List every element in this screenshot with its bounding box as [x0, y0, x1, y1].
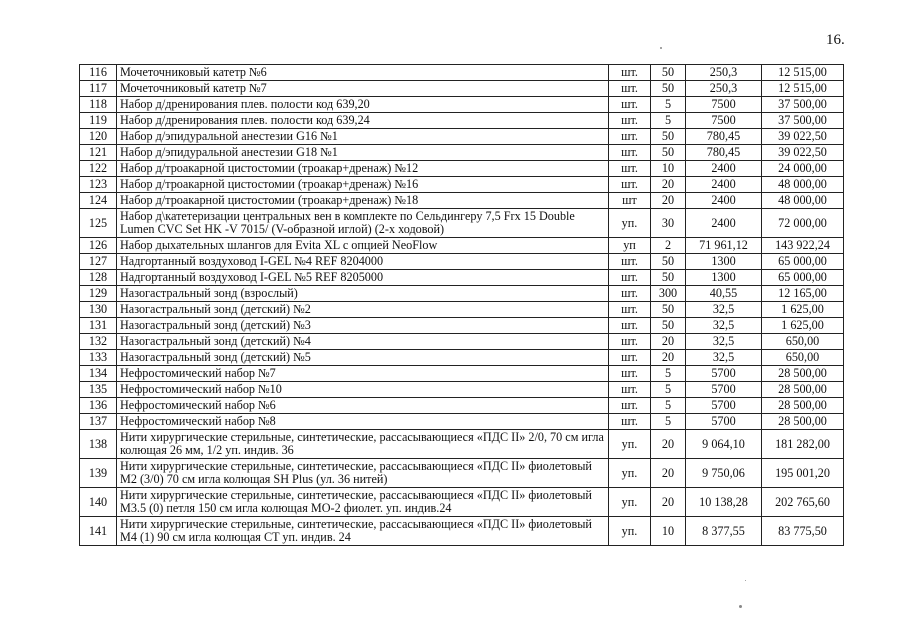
table-row — [80, 193, 844, 209]
quantity-cell: 50 — [651, 318, 686, 334]
table-row — [80, 209, 844, 238]
item-name-cell: Нефростомический набор №10 — [117, 382, 609, 398]
unit-price-cell: 5700 — [686, 414, 762, 430]
row-number-cell: 131 — [80, 318, 117, 334]
item-name-cell: Нити хирургические стерильные, синтетические, рассасывающиеся «ПДС II» фиолетовый M4 (1) 90 см игла колющая CT уп. индив. 24 — [117, 517, 609, 546]
item-name-cell: Нити хирургические стерильные, синтетические, рассасывающиеся «ПДС II» 2/0, 70 см игла колющая 26 мм, 1/2 уп. индив. 36 — [117, 430, 609, 459]
table-row — [80, 97, 844, 113]
table-row — [80, 430, 844, 459]
row-number-cell: 132 — [80, 334, 117, 350]
total-amount-cell: 12 515,00 — [762, 81, 844, 97]
unit-price-cell: 40,55 — [686, 286, 762, 302]
unit-price-cell: 2400 — [686, 209, 762, 238]
unit-price-cell: 2400 — [686, 193, 762, 209]
row-number-cell: 133 — [80, 350, 117, 366]
unit-price-cell: 32,5 — [686, 302, 762, 318]
unit-cell: уп. — [609, 430, 651, 459]
item-name-cell: Набор дыхательных шлангов для Evita XL с опцией NeoFlow — [117, 238, 609, 254]
item-name-cell: Нити хирургические стерильные, синтетические, рассасывающиеся «ПДС II» фиолетовый M2 (3/0) 70 см игла колющая SH Plus (ул. 36 нитей) — [117, 459, 609, 488]
total-amount-cell: 48 000,00 — [762, 177, 844, 193]
unit-cell: уп. — [609, 488, 651, 517]
unit-cell: уп. — [609, 459, 651, 488]
unit-cell: уп. — [609, 517, 651, 546]
row-number-cell: 118 — [80, 97, 117, 113]
quantity-cell: 20 — [651, 177, 686, 193]
unit-cell: шт. — [609, 145, 651, 161]
quantity-cell: 50 — [651, 145, 686, 161]
unit-price-cell: 8 377,55 — [686, 517, 762, 546]
total-amount-cell: 181 282,00 — [762, 430, 844, 459]
quantity-cell: 10 — [651, 517, 686, 546]
row-number-cell: 136 — [80, 398, 117, 414]
total-amount-cell: 12 165,00 — [762, 286, 844, 302]
unit-cell: шт. — [609, 382, 651, 398]
table-row — [80, 113, 844, 129]
total-amount-cell: 48 000,00 — [762, 193, 844, 209]
unit-price-cell: 250,3 — [686, 65, 762, 81]
items-table-body — [80, 65, 844, 546]
item-name-cell: Нефростомический набор №6 — [117, 398, 609, 414]
total-amount-cell: 1 625,00 — [762, 318, 844, 334]
row-number-cell: 123 — [80, 177, 117, 193]
unit-cell: шт. — [609, 398, 651, 414]
total-amount-cell: 37 500,00 — [762, 113, 844, 129]
table-row — [80, 382, 844, 398]
table-row — [80, 65, 844, 81]
row-number-cell: 141 — [80, 517, 117, 546]
unit-cell: шт. — [609, 366, 651, 382]
item-name-cell: Назогастральный зонд (детский) №2 — [117, 302, 609, 318]
total-amount-cell: 28 500,00 — [762, 414, 844, 430]
total-amount-cell: 202 765,60 — [762, 488, 844, 517]
item-name-cell: Набор д/троакарной цистостомии (троакар+дренаж) №12 — [117, 161, 609, 177]
unit-price-cell: 1300 — [686, 254, 762, 270]
unit-cell: шт. — [609, 129, 651, 145]
total-amount-cell: 143 922,24 — [762, 238, 844, 254]
unit-cell: шт. — [609, 113, 651, 129]
row-number-cell: 122 — [80, 161, 117, 177]
quantity-cell: 20 — [651, 488, 686, 517]
unit-price-cell: 10 138,28 — [686, 488, 762, 517]
unit-price-cell: 1300 — [686, 270, 762, 286]
row-number-cell: 128 — [80, 270, 117, 286]
row-number-cell: 139 — [80, 459, 117, 488]
total-amount-cell: 650,00 — [762, 350, 844, 366]
row-number-cell: 119 — [80, 113, 117, 129]
item-name-cell: Назогастральный зонд (детский) №4 — [117, 334, 609, 350]
unit-price-cell: 780,45 — [686, 145, 762, 161]
row-number-cell: 121 — [80, 145, 117, 161]
item-name-cell: Набор д/эпидуральной анестезии G16 №1 — [117, 129, 609, 145]
quantity-cell: 50 — [651, 302, 686, 318]
unit-cell: шт. — [609, 65, 651, 81]
quantity-cell: 20 — [651, 459, 686, 488]
table-row — [80, 366, 844, 382]
item-name-cell: Набор д\катетеризации центральных вен в комплекте по Сельдингеру 7,5 Frx 15 Double Lumen CVC Set HK -V 7015/ (V-образной иглой) (2-х ходовой) — [117, 209, 609, 238]
quantity-cell: 20 — [651, 193, 686, 209]
quantity-cell: 5 — [651, 366, 686, 382]
table-row — [80, 318, 844, 334]
table-row — [80, 414, 844, 430]
total-amount-cell: 39 022,50 — [762, 145, 844, 161]
item-name-cell: Назогастральный зонд (детский) №3 — [117, 318, 609, 334]
quantity-cell: 20 — [651, 334, 686, 350]
unit-price-cell: 250,3 — [686, 81, 762, 97]
quantity-cell: 5 — [651, 97, 686, 113]
unit-cell: шт. — [609, 334, 651, 350]
unit-price-cell: 32,5 — [686, 350, 762, 366]
unit-price-cell: 780,45 — [686, 129, 762, 145]
total-amount-cell: 39 022,50 — [762, 129, 844, 145]
row-number-cell: 126 — [80, 238, 117, 254]
items-table — [79, 64, 844, 546]
unit-price-cell: 5700 — [686, 398, 762, 414]
item-name-cell: Набор д/троакарной цистостомии (троакар+дренаж) №16 — [117, 177, 609, 193]
unit-price-cell: 7500 — [686, 97, 762, 113]
quantity-cell: 5 — [651, 398, 686, 414]
table-row — [80, 254, 844, 270]
item-name-cell: Набор д/эпидуральной анестезии G18 №1 — [117, 145, 609, 161]
item-name-cell: Мочеточниковый катетр №7 — [117, 81, 609, 97]
unit-price-cell: 2400 — [686, 177, 762, 193]
scan-speck — [660, 47, 662, 49]
quantity-cell: 10 — [651, 161, 686, 177]
row-number-cell: 134 — [80, 366, 117, 382]
row-number-cell: 129 — [80, 286, 117, 302]
row-number-cell: 137 — [80, 414, 117, 430]
unit-cell: шт. — [609, 161, 651, 177]
total-amount-cell: 65 000,00 — [762, 254, 844, 270]
unit-cell: уп. — [609, 209, 651, 238]
total-amount-cell: 195 001,20 — [762, 459, 844, 488]
item-name-cell: Набор д/дренирования плев. полости код 639,20 — [117, 97, 609, 113]
quantity-cell: 50 — [651, 81, 686, 97]
table-row — [80, 270, 844, 286]
total-amount-cell: 37 500,00 — [762, 97, 844, 113]
item-name-cell: Набор д/троакарной цистостомии (троакар+дренаж) №18 — [117, 193, 609, 209]
total-amount-cell: 28 500,00 — [762, 366, 844, 382]
table-row — [80, 81, 844, 97]
quantity-cell: 50 — [651, 65, 686, 81]
quantity-cell: 20 — [651, 430, 686, 459]
table-row — [80, 286, 844, 302]
table-row — [80, 302, 844, 318]
row-number-cell: 117 — [80, 81, 117, 97]
total-amount-cell: 72 000,00 — [762, 209, 844, 238]
quantity-cell: 20 — [651, 350, 686, 366]
unit-cell: шт. — [609, 302, 651, 318]
unit-cell: шт. — [609, 97, 651, 113]
item-name-cell: Нити хирургические стерильные, синтетические, рассасывающиеся «ПДС II» фиолетовый M3.5 (0) петля 150 см игла колющая MO-2 фиолет. уп. индив.24 — [117, 488, 609, 517]
quantity-cell: 50 — [651, 254, 686, 270]
table-row — [80, 398, 844, 414]
unit-price-cell: 7500 — [686, 113, 762, 129]
unit-cell: шт. — [609, 270, 651, 286]
unit-cell: шт. — [609, 177, 651, 193]
total-amount-cell: 83 775,50 — [762, 517, 844, 546]
item-name-cell: Нефростомический набор №8 — [117, 414, 609, 430]
unit-cell: шт. — [609, 318, 651, 334]
table-row — [80, 334, 844, 350]
row-number-cell: 127 — [80, 254, 117, 270]
table-row — [80, 161, 844, 177]
row-number-cell: 130 — [80, 302, 117, 318]
unit-price-cell: 2400 — [686, 161, 762, 177]
item-name-cell: Нефростомический набор №7 — [117, 366, 609, 382]
unit-cell: шт. — [609, 414, 651, 430]
row-number-cell: 124 — [80, 193, 117, 209]
unit-cell: шт. — [609, 254, 651, 270]
table-row — [80, 517, 844, 546]
table-row — [80, 350, 844, 366]
total-amount-cell: 28 500,00 — [762, 382, 844, 398]
unit-cell: шт. — [609, 81, 651, 97]
total-amount-cell: 1 625,00 — [762, 302, 844, 318]
quantity-cell: 5 — [651, 113, 686, 129]
unit-price-cell: 32,5 — [686, 334, 762, 350]
total-amount-cell: 650,00 — [762, 334, 844, 350]
total-amount-cell: 24 000,00 — [762, 161, 844, 177]
table-row — [80, 129, 844, 145]
scan-speck — [739, 605, 742, 608]
unit-price-cell: 32,5 — [686, 318, 762, 334]
item-name-cell: Мочеточниковый катетр №6 — [117, 65, 609, 81]
item-name-cell: Надгортанный воздуховод I-GEL №4 REF 8204000 — [117, 254, 609, 270]
unit-price-cell: 9 064,10 — [686, 430, 762, 459]
item-name-cell: Назогастральный зонд (детский) №5 — [117, 350, 609, 366]
item-name-cell: Набор д/дренирования плев. полости код 639,24 — [117, 113, 609, 129]
unit-price-cell: 9 750,06 — [686, 459, 762, 488]
unit-cell: шт — [609, 193, 651, 209]
unit-price-cell: 5700 — [686, 382, 762, 398]
row-number-cell: 125 — [80, 209, 117, 238]
table-row — [80, 459, 844, 488]
quantity-cell: 300 — [651, 286, 686, 302]
quantity-cell: 5 — [651, 382, 686, 398]
unit-cell: уп — [609, 238, 651, 254]
row-number-cell: 135 — [80, 382, 117, 398]
total-amount-cell: 28 500,00 — [762, 398, 844, 414]
quantity-cell: 2 — [651, 238, 686, 254]
unit-cell: шт. — [609, 286, 651, 302]
unit-price-cell: 71 961,12 — [686, 238, 762, 254]
row-number-cell: 138 — [80, 430, 117, 459]
scan-speck — [745, 580, 746, 581]
page-number: 16. — [826, 32, 845, 48]
row-number-cell: 140 — [80, 488, 117, 517]
item-name-cell: Надгортанный воздуховод I-GEL №5 REF 8205000 — [117, 270, 609, 286]
table-row — [80, 177, 844, 193]
table-row — [80, 488, 844, 517]
total-amount-cell: 12 515,00 — [762, 65, 844, 81]
item-name-cell: Назогастральный зонд (взрослый) — [117, 286, 609, 302]
row-number-cell: 120 — [80, 129, 117, 145]
quantity-cell: 5 — [651, 414, 686, 430]
row-number-cell: 116 — [80, 65, 117, 81]
unit-price-cell: 5700 — [686, 366, 762, 382]
total-amount-cell: 65 000,00 — [762, 270, 844, 286]
quantity-cell: 30 — [651, 209, 686, 238]
table-row — [80, 145, 844, 161]
table-row — [80, 238, 844, 254]
quantity-cell: 50 — [651, 270, 686, 286]
unit-cell: шт. — [609, 350, 651, 366]
quantity-cell: 50 — [651, 129, 686, 145]
